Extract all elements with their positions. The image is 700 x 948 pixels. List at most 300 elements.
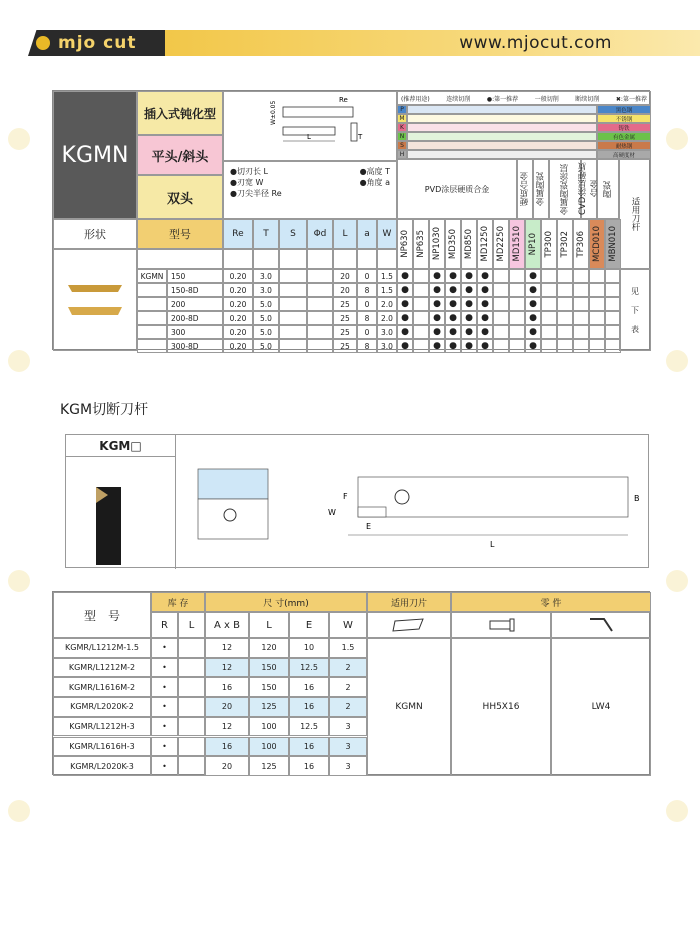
title-line-2: 平头/斜头 [137,135,223,175]
grade-mcd010: MCD010 [589,219,605,269]
type-head: 型号 [137,219,223,249]
holder-model: KGMR/L2020K-3 [53,756,151,776]
col-head-s: S [279,219,307,249]
material-key: N [397,132,407,141]
screw-value: HH5X16 [451,638,551,776]
grade-dot [589,339,605,353]
holder-drawing-box [65,434,649,568]
material-key: P [397,105,407,114]
dim-l: L [490,540,495,549]
row-s [279,325,307,339]
holder-w: 1.5 [329,638,367,658]
stock-head: 库 存 [151,592,205,612]
legend-cut-length: ●切刃长 L [230,167,268,176]
row-l: 25 [333,311,357,325]
row-model [137,311,167,325]
holder-w: 3 [329,717,367,737]
grade-dot [493,297,509,311]
grade-dot: ● [429,325,445,339]
grade-dot: ● [429,297,445,311]
holder-l: 125 [249,756,289,776]
logo [34,30,136,56]
row-t: 3.0 [253,269,279,283]
row-s [279,269,307,283]
grade-dot: ● [525,269,541,283]
kgmn-insert-table [52,90,650,350]
insert-image [53,249,137,351]
holder-e: 16 [289,756,329,776]
w-label: W±0.05 [270,100,277,125]
type-blank [137,249,223,269]
grade-dot: ● [525,325,541,339]
site-url: www.mjocut.com [459,33,612,53]
grade-dot [541,339,557,353]
grade-dot [413,269,429,283]
holder-w: 2 [329,658,367,678]
material-key: S [397,141,407,150]
stock-l [178,658,205,678]
row-t: 3.0 [253,283,279,297]
grade-dot: ● [525,283,541,297]
row-re: 0.20 [223,297,253,311]
grade-dot [557,283,573,297]
holder-axb: 20 [205,697,249,717]
dim-w: W [328,508,336,517]
grade-dot [573,339,589,353]
dim-blank [357,249,377,269]
holder-w: 2 [329,697,367,717]
row-a: 8 [357,283,377,297]
grade-dot [413,283,429,297]
page-header [0,0,700,58]
holder-e: 16 [289,737,329,757]
recommend-label: (推荐用途) [401,95,430,103]
legend-radius: ●刀尖半径 Re [230,189,282,198]
w-head: W [329,612,367,638]
row-phid [307,339,333,353]
grade-dot [541,325,557,339]
first-rec: ●:第一推荐 [486,95,519,103]
grade-dot [589,311,605,325]
row-w: 1.5 [377,283,397,297]
holder-l: 150 [249,658,289,678]
insert-drawing [225,93,395,159]
grade-dot [573,283,589,297]
watermark-icon [8,800,30,822]
holder-axb: 20 [205,756,249,776]
applicable-holder: 适用刀杆 [619,159,651,269]
grade-dot [413,325,429,339]
header-band [165,30,700,56]
grade-dot: ● [397,297,413,311]
grade-dot [557,297,573,311]
grade-dot: ● [429,283,445,297]
material-band [407,132,597,141]
row-model [137,297,167,311]
watermark-icon [8,570,30,592]
grade-dot [413,339,429,353]
grade-dot [541,311,557,325]
row-phid [307,325,333,339]
row-w: 3.0 [377,325,397,339]
holder-e: 12.5 [289,717,329,737]
grade-dot: ● [477,283,493,297]
row-phid [307,269,333,283]
holder-model: KGMR/L1212H-3 [53,717,151,737]
grade-dot: ● [397,283,413,297]
grade-dot [541,269,557,283]
material-name: 耐热钢 [597,141,651,150]
grade-dot [541,297,557,311]
row-model: KGMN [137,269,167,283]
row-w: 1.5 [377,269,397,283]
grade-dot: ● [477,269,493,283]
grade-md350: MD350 [445,219,461,269]
material-name: 黑色钢 [597,105,651,114]
holder-l: 120 [249,638,289,658]
grade-dot [493,269,509,283]
dim-blank [377,249,397,269]
row-number: 200 [167,297,223,311]
row-l: 25 [333,325,357,339]
row-re: 0.20 [223,269,253,283]
material-key: H [397,150,407,159]
grade-dot: ● [397,269,413,283]
dim-f: F [343,492,348,501]
grade-dot [573,269,589,283]
grade-np1030: NP1030 [429,219,445,269]
grade-dot: ● [445,339,461,353]
col-head-l: L [333,219,357,249]
insert-diagram [223,91,397,161]
watermark-icon [666,800,688,822]
holder-l: 100 [249,717,289,737]
holder-model: KGMR/L2020K-2 [53,697,151,717]
grade-dot: ● [461,339,477,353]
holder-w: 2 [329,677,367,697]
re-label: Re [339,96,348,104]
row-phid [307,297,333,311]
grade-dot: ● [477,339,493,353]
section-title: KGM切断刀杆 [60,402,149,418]
grade-dot [493,283,509,297]
grade-dot: ● [525,297,541,311]
dim-blank [253,249,279,269]
grade-dot [573,311,589,325]
holder-axb: 12 [205,717,249,737]
material-name: 铸铁 [597,123,651,132]
sl-head: L [249,612,289,638]
grade-np635: NP635 [413,219,429,269]
grade-dot [413,297,429,311]
grade-dot: ● [461,311,477,325]
holder-w: 3 [329,737,367,757]
holder-axb: 16 [205,677,249,697]
ceramic-group: 陶瓷 [597,159,619,219]
row-number: 300 [167,325,223,339]
stock-l [178,756,205,776]
legend-width: ●刃宽 W [230,178,264,187]
grade-tp302: TP302 [557,219,573,269]
key-icon [551,612,651,638]
row-s [279,297,307,311]
row-phid [307,311,333,325]
col-head-t: T [253,219,279,249]
grade-dot [509,339,525,353]
grade-dot: ● [397,325,413,339]
watermark-icon [8,128,30,150]
stock-r: • [151,737,178,757]
row-re: 0.20 [223,325,253,339]
holder-axb: 12 [205,658,249,678]
grade-tp306: TP306 [573,219,589,269]
row-t: 5.0 [253,311,279,325]
insert-head: 适用刀片 [367,592,451,612]
stock-l [178,737,205,757]
logo-text: mjo cut [58,33,137,53]
title-line-1: 插入式钝化型 [137,91,223,135]
stock-l [178,677,205,697]
row-s [279,339,307,353]
grade-dot: ● [461,283,477,297]
grade-dot: ● [525,339,541,353]
grade-dot [493,339,509,353]
grade-dot: ● [461,269,477,283]
grade-dot: ● [445,269,461,283]
col-head-re: Re [223,219,253,249]
l-label: L [307,133,311,141]
grade-dot: ● [477,297,493,311]
legend-height: ●高度 T [359,167,390,176]
row-phid [307,283,333,297]
material-band [407,114,597,123]
row-s [279,311,307,325]
insert-photo-icon [60,275,130,325]
grade-dot [493,311,509,325]
holder-photo-cell [66,435,176,569]
pvd-group: PVD涂层硬质合金 [397,159,517,219]
metal-ceramic-coated-group: 金属陶瓷涂层 [549,159,581,219]
holder-e: 16 [289,697,329,717]
grade-dot: ● [525,311,541,325]
grade-dot [589,297,605,311]
grade-dot: ● [397,339,413,353]
grade-np630: NP630 [397,219,413,269]
grade-dot: ● [445,283,461,297]
row-re: 0.20 [223,283,253,297]
material-band [407,141,597,150]
row-number: 150-8D [167,283,223,297]
dim-blank [279,249,307,269]
l-head: L [178,612,205,638]
grade-dot [509,311,525,325]
material-band [407,123,597,132]
row-a: 0 [357,325,377,339]
stock-l [178,638,205,658]
grade-md1250: MD1250 [477,219,493,269]
row-l: 25 [333,339,357,353]
grade-dot [413,311,429,325]
grade-dot: ● [429,311,445,325]
key-value: LW4 [551,638,651,776]
grade-dot [573,297,589,311]
grade-dot: ● [429,269,445,283]
logo-emblem-icon [34,34,52,52]
grade-dot [557,311,573,325]
holder-label: KGM□ [66,435,175,457]
row-w: 2.0 [377,297,397,311]
general-label: 一般切削 [534,95,559,103]
row-a: 8 [357,339,377,353]
row-re: 0.20 [223,311,253,325]
grade-dot [589,269,605,283]
watermark-icon [666,570,688,592]
dim-e: E [366,522,372,531]
grade-dot [509,283,525,297]
stock-r: • [151,756,178,776]
continuous-label: 连续切削 [446,95,471,103]
grade-dot [589,283,605,297]
stock-r: • [151,638,178,658]
grade-dot [557,325,573,339]
dim-blank [333,249,357,269]
row-t: 5.0 [253,339,279,353]
grade-dot [557,269,573,283]
insert-value: KGMN [367,638,451,776]
dim-blank [307,249,333,269]
insert-icon [367,612,451,638]
row-l: 20 [333,283,357,297]
row-l: 25 [333,297,357,311]
holder-model: KGMR/L1616H-3 [53,737,151,757]
material-band [407,105,597,114]
shape-head: 形状 [53,219,137,249]
holder-axb: 12 [205,638,249,658]
row-a: 0 [357,269,377,283]
grade-dot: ● [445,297,461,311]
col-head-phid: Φd [307,219,333,249]
grade-dot: ● [461,297,477,311]
holder-e: 10 [289,638,329,658]
r-head: R [151,612,178,638]
grade-md1510: MD1510 [509,219,525,269]
dim-b: B [634,494,640,503]
material-name: 不锈钢 [597,114,651,123]
legend-angle: ●角度 a [359,178,390,187]
holder-axb: 16 [205,737,249,757]
kgm-holder-table [52,591,650,775]
material-key: M [397,114,407,123]
row-model [137,283,167,297]
holder-e: 12.5 [289,658,329,678]
material-name: 有色金属 [597,132,651,141]
first-rec-2: ✖:第一推荐 [615,95,647,103]
grade-dot [557,339,573,353]
grade-dot: ● [477,311,493,325]
grade-dot [509,297,525,311]
model-block: KGMN [53,91,137,219]
grade-dot: ● [429,339,445,353]
holder-l: 125 [249,697,289,717]
row-l: 20 [333,269,357,283]
row-number: 300-8D [167,339,223,353]
grade-dot [541,283,557,297]
grade-dot [509,325,525,339]
grade-dot [573,325,589,339]
stock-l [178,697,205,717]
stock-r: • [151,658,178,678]
grade-mbn010: MBN010 [605,219,621,269]
grade-dot: ● [445,311,461,325]
row-model [137,339,167,353]
grade-dot: ● [397,311,413,325]
interrupted-label: 断续切削 [575,95,600,103]
holder-photo-icon [66,457,174,565]
material-key: K [397,123,407,132]
col-head-a: a [357,219,377,249]
row-t: 5.0 [253,325,279,339]
row-a: 8 [357,311,377,325]
title-line-3: 双头 [137,175,223,219]
row-w: 3.0 [377,339,397,353]
holder-model: KGMR/L1212M-2 [53,658,151,678]
watermark-icon [666,128,688,150]
holder-l: 150 [249,677,289,697]
row-number: 150 [167,269,223,283]
grade-dot: ● [461,325,477,339]
stock-r: • [151,717,178,737]
grade-tp300: TP300 [541,219,557,269]
watermark-icon [666,350,688,372]
holder-l: 100 [249,737,289,757]
grade-np10: NP10 [525,219,541,269]
grade-dot: ● [477,325,493,339]
holder-model: KGMR/L1212M-1.5 [53,638,151,658]
material-name: 高硬度材 [597,150,651,159]
size-head: 尺 寸(mm) [205,592,367,612]
row-re: 0.20 [223,339,253,353]
row-number: 200-8D [167,311,223,325]
model-head: 型 号 [53,592,151,638]
row-model [137,325,167,339]
stock-r: • [151,697,178,717]
grade-dot [509,269,525,283]
e-head: E [289,612,329,638]
grade-md2250: MD2250 [493,219,509,269]
row-s [279,283,307,297]
stock-r: • [151,677,178,697]
grade-md850: MD850 [461,219,477,269]
holder-model: KGMR/L1616M-2 [53,677,151,697]
screw-icon [451,612,551,638]
holder-e: 16 [289,677,329,697]
row-w: 2.0 [377,311,397,325]
legend-box [223,161,397,219]
material-band [407,150,597,159]
recommend-header [397,91,651,105]
holder-w: 3 [329,756,367,776]
dim-blank [223,249,253,269]
watermark-icon [8,350,30,372]
grade-dot [493,325,509,339]
row-a: 0 [357,297,377,311]
t-label: T [358,133,363,141]
row-t: 5.0 [253,297,279,311]
parts-head: 零 件 [451,592,651,612]
stock-l [178,717,205,737]
cvd-group: CVD涂层硬质合金 [581,159,597,219]
holder-dimension-drawing [178,435,648,569]
